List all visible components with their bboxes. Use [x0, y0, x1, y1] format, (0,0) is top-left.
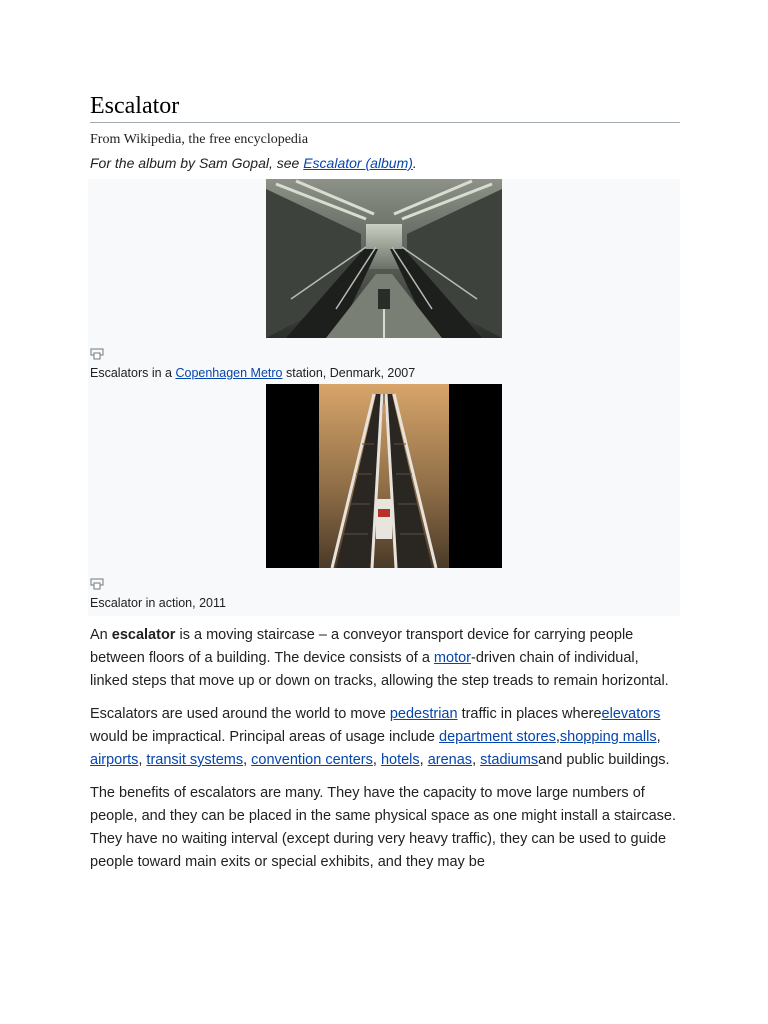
text: , [472, 752, 481, 768]
link-arenas[interactable]: arenas [427, 752, 473, 768]
text: , [243, 752, 252, 768]
link-pedestrian[interactable]: pedestrian [389, 706, 458, 722]
caption-text-after: station, Denmark, 2007 [282, 366, 416, 380]
paragraph-benefits: The benefits of escalators are many. They have the capacity to move large numbers of people, and they can be placed in the same physical space as one might install a staircase. They have no waiting interval (except during very heavy traffic), they can be used to guide people toward main exits or special exhibits, and they may be [90, 785, 676, 870]
link-copenhagen-metro[interactable]: Copenhagen Metro [175, 366, 283, 380]
text: and public buildings. [538, 752, 670, 768]
hatnote-text: For the album by Sam Gopal, see [90, 155, 304, 171]
text: would be impractical. Principal areas of usage include [90, 729, 439, 745]
figure-action [88, 384, 680, 612]
link-elevators[interactable]: elevators [601, 706, 661, 722]
figure-copenhagen [88, 179, 680, 382]
link-department-stores[interactable]: department stores [439, 729, 556, 745]
text: , [372, 752, 381, 768]
text: , [555, 729, 560, 745]
text: , [419, 752, 428, 768]
hatnote [90, 153, 680, 173]
link-shopping-malls[interactable]: shopping malls [559, 729, 657, 745]
text: Escalators are used around the world to move [90, 706, 390, 722]
figure-caption: Escalator in action, 2011 [90, 596, 226, 610]
text: , [138, 752, 147, 768]
page-title: Escalator [90, 90, 680, 123]
link-motor[interactable]: motor [433, 650, 471, 666]
figure-caption [90, 364, 680, 382]
link-hotels[interactable]: hotels [380, 752, 420, 768]
caption-text: Escalators in a [90, 366, 176, 380]
escalator-photo-action[interactable] [266, 384, 502, 568]
link-escalator-album[interactable]: Escalator (album) [303, 155, 413, 171]
text: -driven chain of individual, linked steps that move up or down on tracks, allowing the step treads to remain horizontal. [90, 650, 669, 689]
link-stadiums[interactable]: stadiums [480, 752, 539, 768]
site-tagline: From Wikipedia, the free encyclopedia [90, 132, 309, 147]
article-content [90, 90, 680, 874]
paragraph-usage [90, 703, 680, 772]
link-convention-centers[interactable]: convention centers [251, 752, 373, 768]
text: An [90, 627, 112, 643]
paragraph-intro [90, 624, 680, 693]
enlarge-icon[interactable] [90, 578, 104, 590]
link-airports[interactable]: airports [90, 752, 139, 768]
link-transit-systems[interactable]: transit systems [146, 752, 244, 768]
text: , [656, 729, 661, 745]
escalator-photo-copenhagen[interactable] [266, 179, 502, 338]
text: is a moving staircase – a conveyor transport device for carrying people between floors of a building. The device consists of a [90, 627, 634, 666]
image-gallery [88, 179, 680, 616]
enlarge-icon[interactable] [90, 348, 104, 360]
hatnote-suffix: . [412, 155, 417, 171]
bold-term: escalator [111, 627, 176, 643]
text: traffic in places where [457, 706, 602, 722]
